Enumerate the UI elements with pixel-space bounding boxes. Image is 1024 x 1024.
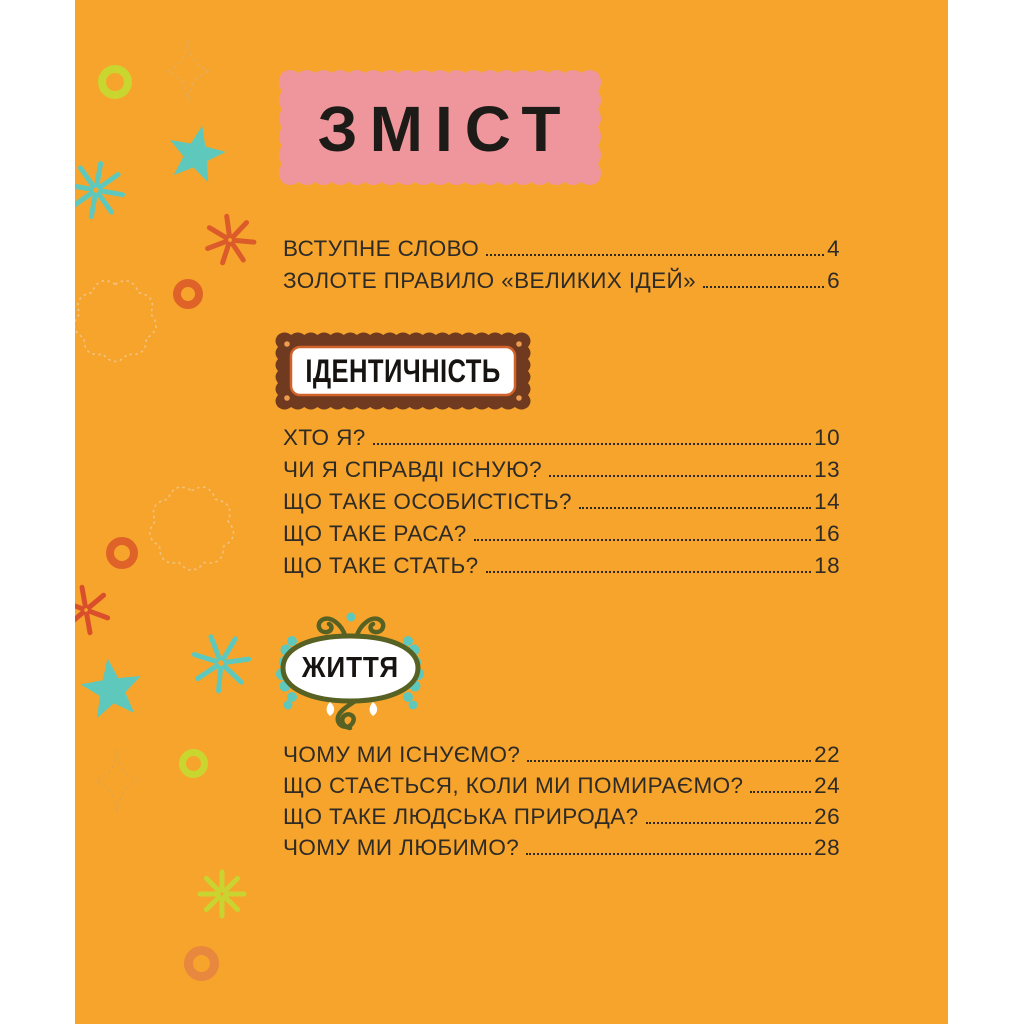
toc-entry-label: ЩО ТАКЕ РАСА?: [283, 521, 467, 546]
toc-entry-page: 18: [814, 553, 840, 578]
toc-entry: [283, 422, 840, 454]
toc-entry-label: ЩО ТАКЕ ЛЮДСЬКА ПРИРОДА?: [283, 803, 639, 829]
toc-entry-label: ЩО СТАЄТЬСЯ, КОЛИ МИ ПОМИРАЄМО?: [283, 772, 744, 798]
toc-entry-label: ХТО Я?: [283, 425, 366, 450]
dotted-leader: [486, 571, 812, 573]
toc-entry-page: 28: [814, 834, 840, 860]
life-entries-list: [283, 739, 840, 863]
dotted-leader: [486, 254, 824, 256]
contents-page: [75, 0, 948, 1024]
toc-entry: [283, 801, 840, 832]
toc-entry-page: 13: [814, 457, 840, 482]
toc-entry: [283, 739, 840, 770]
toc-entry-label: ЩО ТАКЕ ОСОБИСТІСТЬ?: [283, 489, 572, 514]
toc-entry: [283, 550, 840, 582]
contents-title-block: [282, 73, 598, 182]
dotted-leader: [373, 443, 812, 445]
toc-entry-page: 22: [814, 741, 840, 767]
page-title: ЗМІСТ: [317, 93, 573, 165]
toc-entry-label: ЧОМУ МИ ІСНУЄМО?: [283, 741, 521, 767]
toc-entry-page: 24: [814, 772, 840, 798]
identity-entries-list: [283, 422, 840, 582]
toc-entry: [283, 265, 840, 297]
toc-entry-page: 10: [814, 425, 840, 450]
front-entries-list: [283, 233, 840, 297]
section-badge-identity: [278, 335, 528, 407]
toc-entry-page: 4: [827, 236, 840, 261]
toc-entry-page: 14: [814, 489, 840, 514]
section-title-life: ЖИТТЯ: [301, 652, 400, 684]
toc-entry: [283, 454, 840, 486]
toc-entry-page: 6: [827, 268, 840, 293]
toc-entry-label: ЧОМУ МИ ЛЮБИМО?: [283, 834, 520, 860]
toc-entry: [283, 770, 840, 801]
dotted-leader: [646, 822, 812, 824]
toc-entry-page: 16: [814, 521, 840, 546]
dotted-leader: [527, 760, 811, 762]
toc-entry-page: 26: [814, 803, 840, 829]
toc-entry-label: ЧИ Я СПРАВДІ ІСНУЮ?: [283, 457, 542, 482]
dotted-leader: [703, 286, 824, 288]
section-badge-life: [272, 610, 432, 742]
toc-entry-label: ЩО ТАКЕ СТАТЬ?: [283, 553, 479, 578]
toc-entry: [283, 518, 840, 550]
toc-entry-label: ЗОЛОТЕ ПРАВИЛО «ВЕЛИКИХ ІДЕЙ»: [283, 268, 697, 293]
contents-content: [75, 0, 948, 1024]
dotted-leader: [579, 507, 811, 509]
toc-entry: [283, 233, 840, 265]
dotted-leader: [474, 539, 811, 541]
toc-entry: [283, 832, 840, 863]
dotted-leader: [526, 853, 811, 855]
dotted-leader: [549, 475, 811, 477]
toc-entry-label: ВСТУПНЕ СЛОВО: [283, 236, 480, 261]
dotted-leader: [750, 791, 811, 793]
section-title-identity: ІДЕНТИЧНІСТЬ: [305, 352, 501, 389]
toc-entry: [283, 486, 840, 518]
